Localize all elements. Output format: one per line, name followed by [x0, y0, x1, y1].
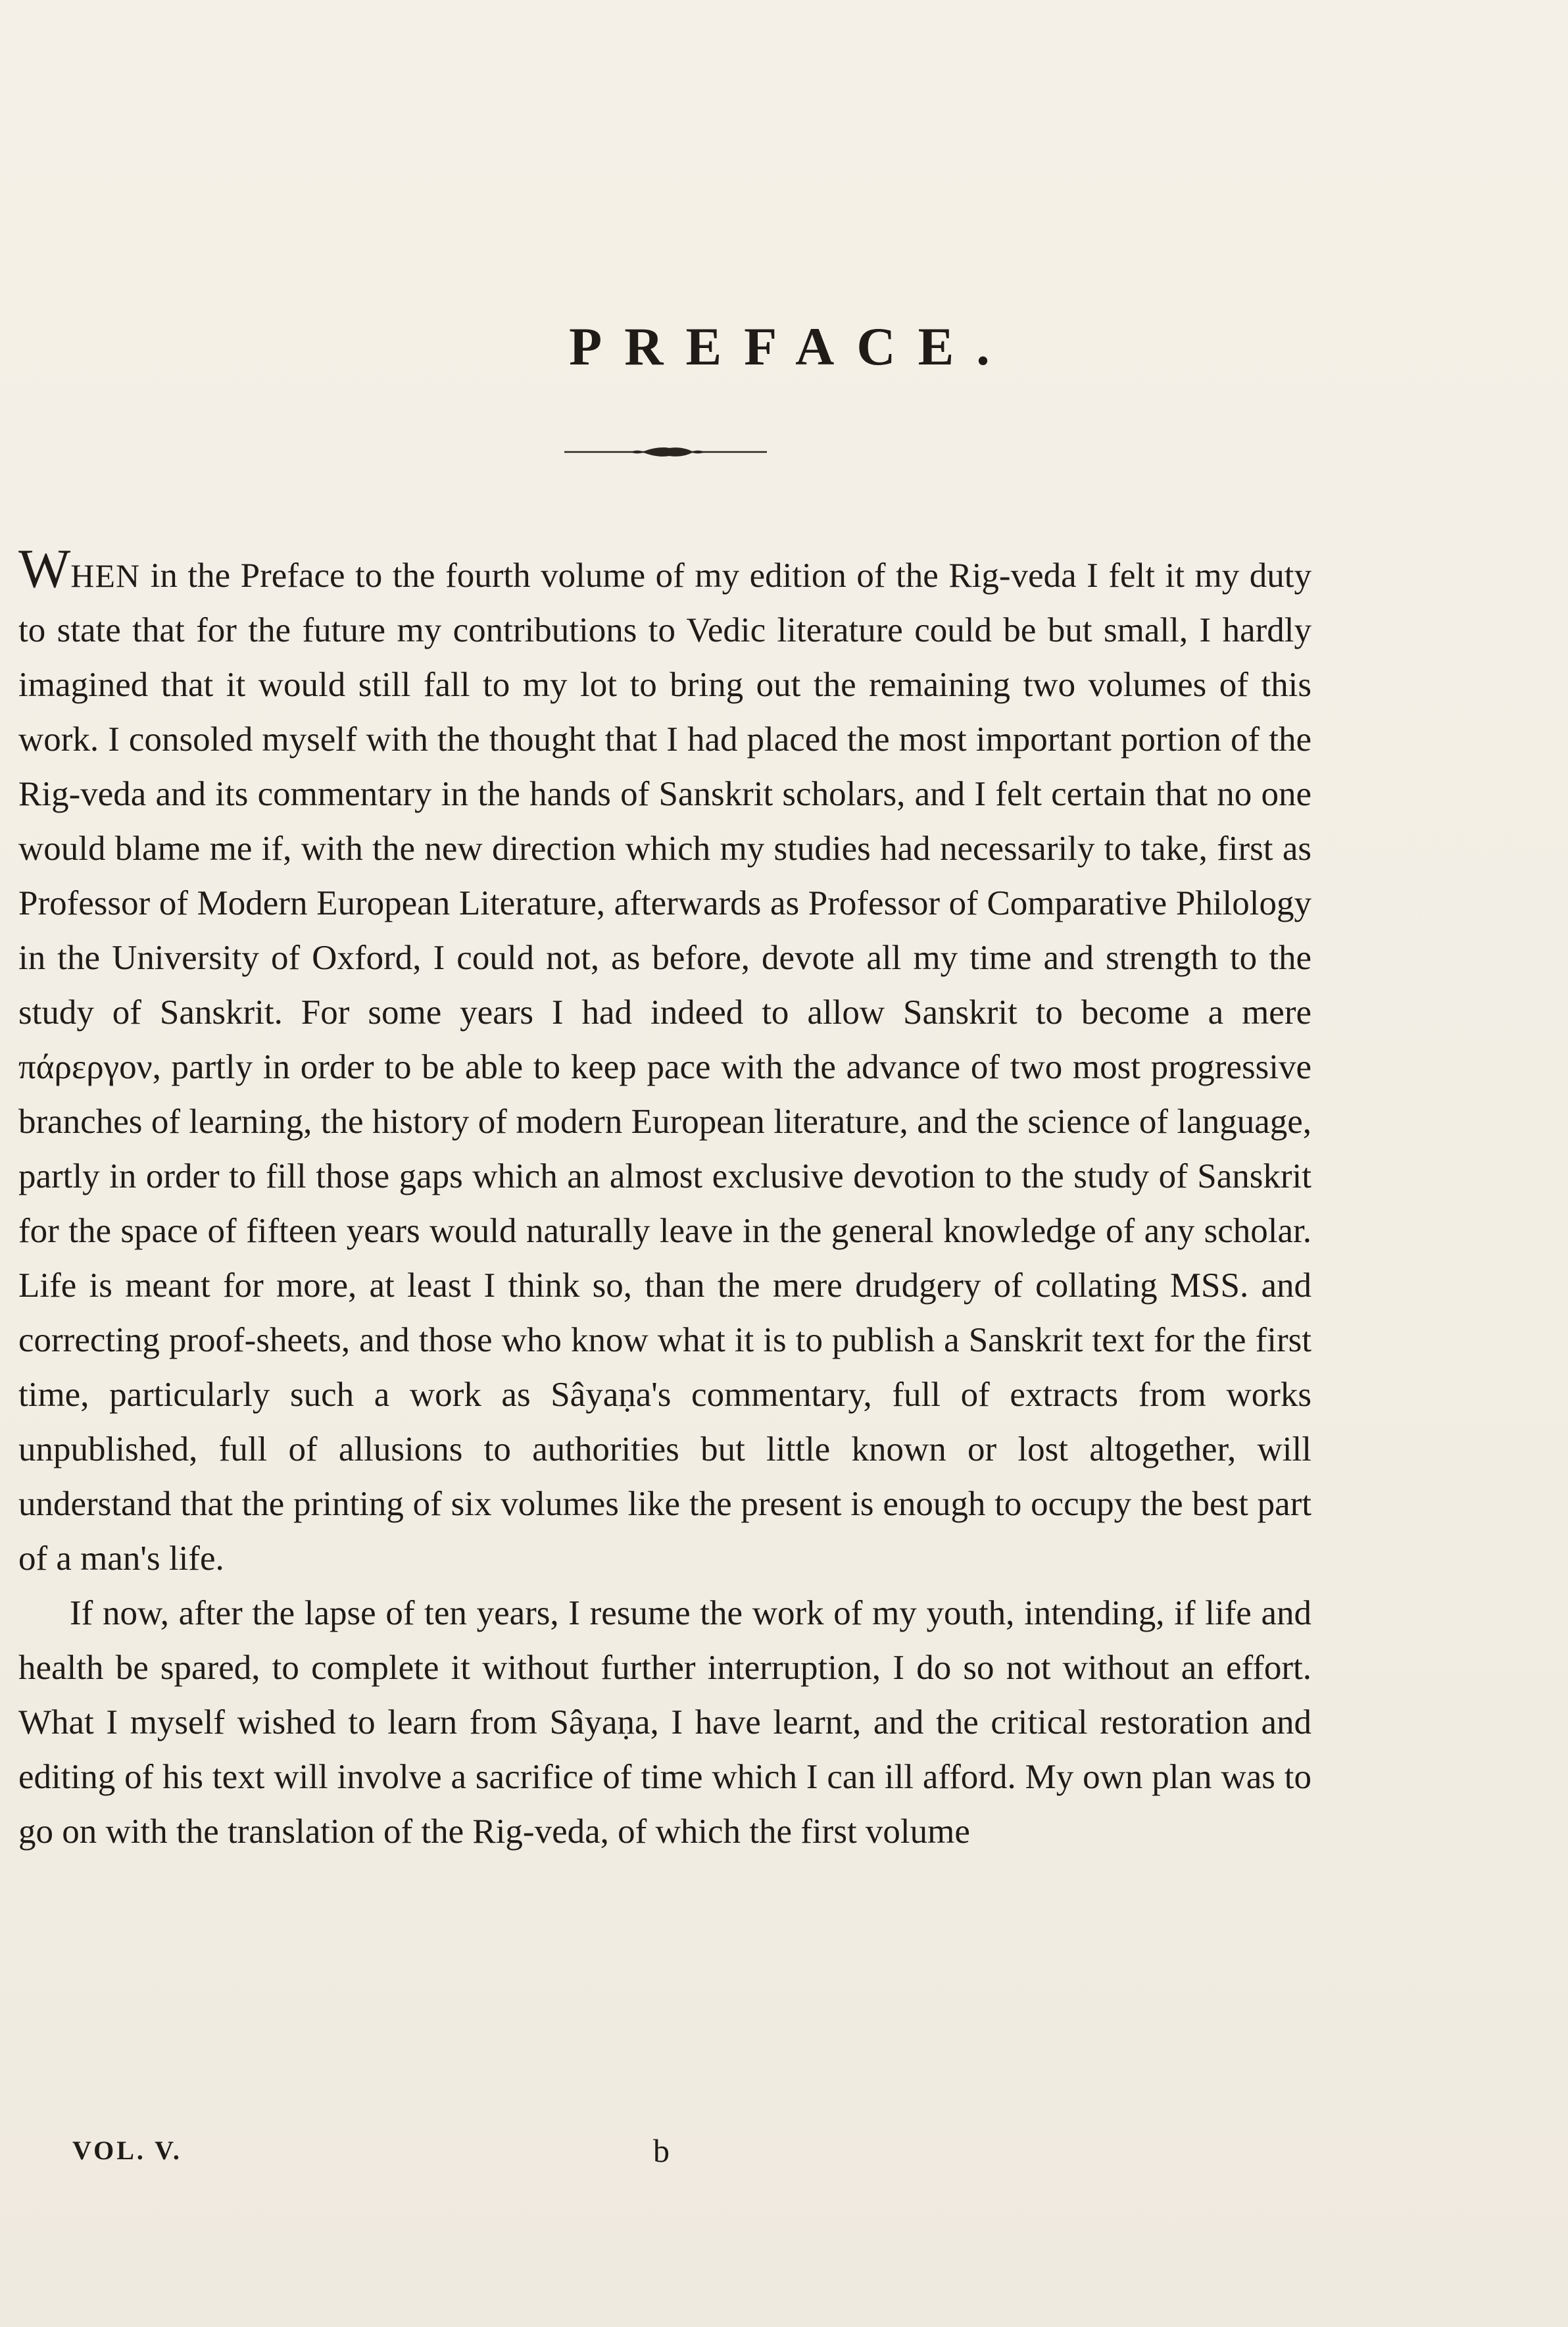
show-through-header: [546, 132, 564, 168]
paragraph-1: [18, 538, 1311, 1586]
page-title: PREFACE.: [569, 316, 1012, 376]
paragraph-1-text: in the Preface to the fourth volume of my edition of the Rig-veda I felt it my duty to state that for the future my contributions to Vedic literature could be but small, I hardly imagined that it would still fall to my lot to bring out the remaining two volumes of this work. I consoled myself with the thought that I had placed the most important portion of the Rig-veda and its commentary in the hands of Sanskrit scholars, and I felt certain that no one would blame me if, with the new direction which my studies had necessarily to take, first as Professor of Modern European Literature, afterwards as Professor of Comparative Philology in the University of Oxford, I could not, as before, devote all my time and strength to the study of Sanskrit. For some years I had indeed to allow Sanskrit to become a mere πάρεργον, partly in order to be able to keep pace with the advance of two most progressive branches of learning, the history of modern European literature, and the science of language, partly in order to fill those gaps which an almost exclusive devotion to the study of Sanskrit for the space of fifteen years would naturally leave in the general knowledge of any scholar. Life is meant for more, at least I think so, than the mere drudgery of collating MSS. and correcting proof-sheets, and those who know what it is to publish a Sanskrit text for the first time, particularly such a work as Sâyaṇa's commentary, full of extracts from works unpublished, full of allusions to authorities but little known or lost altogether, will understand that the printing of six volumes like the present is enough to occupy the best part of a man's life.: [18, 557, 1311, 1578]
small-caps-lead: HEN: [70, 557, 141, 594]
preface-body: [18, 538, 1311, 1859]
volume-marker: VOL. V.: [72, 2136, 182, 2165]
paragraph-2: If now, after the lapse of ten years, I resume the work of my youth, intending, if life and health be spared, to complete it without further interruption, I do so not without an effort. What I myself wished to learn from Sâyaṇa, I have learnt, and the critical restoration and editing of his text will involve a sacrifice of time which I can ill afford. My own plan was to go on with the translation of the Rig-veda, of which the first volume: [18, 1594, 1311, 1851]
signature-mark: b: [653, 2132, 670, 2169]
drop-cap-initial: W: [18, 538, 71, 599]
ornament-rule: [564, 445, 767, 459]
